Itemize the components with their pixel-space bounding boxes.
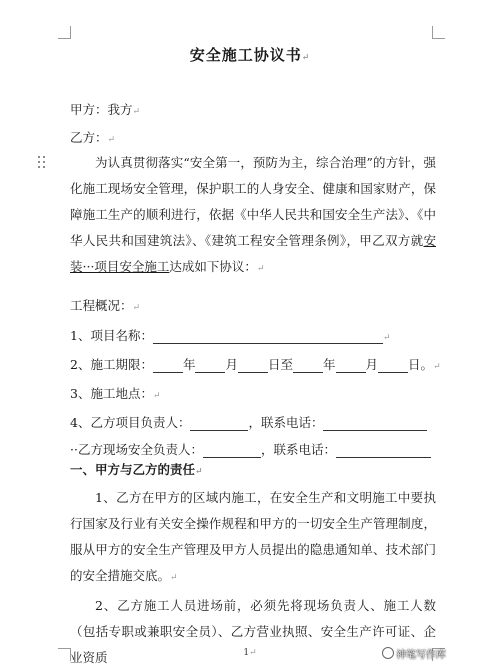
watermark-text: 神笔写作库 (396, 650, 446, 661)
month-label: 月 (225, 357, 238, 372)
period-label: 2、施工期限： (70, 357, 153, 372)
project-name-label: 1、项目名称： (70, 328, 153, 343)
item2-text: 2、乙方施工人员进场前，必须先将现场负责人、施工人数（包括专职或兼职安全员）、乙方营业执照、安全生产许可证、企业资质 (70, 598, 436, 665)
party-b-text: 乙方： (70, 130, 108, 145)
watermark-logo-icon (382, 647, 394, 659)
item1-text: 1、乙方在甲方的区域内施工，在安全生产和文明施工中要执行国家及行业有关安全操作规程和甲方的一切安全生产管理制度，服从甲方的安全生产管理及甲方人员提出的隐患通知单、技术部门的安全措施交底。 (70, 490, 436, 583)
manager-line (70, 413, 427, 431)
intro-paragraph (70, 150, 436, 282)
paragraph-mark: ↵ (107, 135, 116, 145)
paragraph-mark: ↵ (301, 53, 311, 63)
location-line (70, 384, 161, 402)
day-to-label: 日至 (268, 357, 294, 372)
paragraph-mark: ↵ (170, 573, 178, 583)
phone-label: ，联系电话： (260, 442, 336, 457)
end-day-blank[interactable] (378, 357, 408, 373)
manager-phone-blank[interactable] (323, 415, 427, 431)
month-label: 月 (365, 357, 379, 372)
watermark (382, 646, 446, 661)
phone-label: ，联系电话： (248, 415, 324, 430)
paragraph-mark: ↵ (132, 107, 141, 117)
page-number-text: 1 (243, 648, 250, 658)
paragraph-mark: ↵ (249, 648, 257, 658)
manager-label: 4、乙方项目负责人： (70, 415, 191, 430)
safety-manager-blank[interactable] (203, 442, 261, 458)
day-end-label: 日。 (408, 357, 434, 372)
period-line (70, 355, 441, 373)
section-heading (70, 460, 203, 478)
paragraph-mark: ↵ (195, 467, 203, 477)
start-year-blank[interactable] (153, 357, 183, 373)
party-b-line (70, 128, 115, 146)
end-year-blank[interactable] (293, 357, 323, 373)
project-name-blank[interactable] (153, 328, 383, 344)
paragraph-mark: ↵ (152, 391, 161, 401)
paragraph-mark: ↵ (132, 303, 141, 313)
end-month-blank[interactable] (336, 357, 366, 373)
project-name-line (70, 326, 391, 344)
document-title (0, 44, 500, 65)
title-text: 安全施工协议书 (189, 46, 302, 64)
year-label: 年 (182, 357, 196, 372)
party-a-text: 甲方：我方 (70, 102, 133, 117)
intro-end-text: 达成如下协议： (169, 259, 257, 274)
overview-line (70, 296, 140, 314)
crop-mark-top-left (58, 26, 71, 39)
year-label: 年 (323, 357, 336, 372)
crop-mark-top-right (432, 26, 445, 39)
drag-handle-icon[interactable] (38, 156, 47, 168)
paragraph-mark: ↵ (256, 264, 265, 274)
start-month-blank[interactable] (195, 357, 225, 373)
intro-underlined-text: 安装···项目安全施工 (70, 233, 436, 274)
party-a-line (70, 100, 140, 118)
section1-heading-text: 一、甲方与乙方的责任 (70, 462, 196, 477)
safety-phone-blank[interactable] (336, 442, 431, 458)
safety-manager-line (70, 440, 431, 458)
safety-manager-label: ··乙方现场安全负责人： (70, 442, 203, 457)
start-day-blank[interactable] (238, 357, 268, 373)
manager-blank[interactable] (190, 415, 248, 431)
intro-text: 为认真贯彻落实“安全第一，预防为主，综合治理”的方针，强化施工现场安全管理，保护职工的人身安全、健康和国家财产，保障施工生产的顺利进行，依据《中华人民共和国安全生产法》、《中华人民共和国建筑法》、《建筑工程安全管理条例》，甲乙双方就 (70, 155, 436, 248)
paragraph-mark: ↵ (382, 333, 391, 343)
location-label: 3、施工地点： (70, 386, 153, 401)
paragraph-mark: ↵ (433, 362, 441, 372)
item1-paragraph (70, 485, 436, 591)
overview-label: 工程概况： (70, 298, 133, 313)
